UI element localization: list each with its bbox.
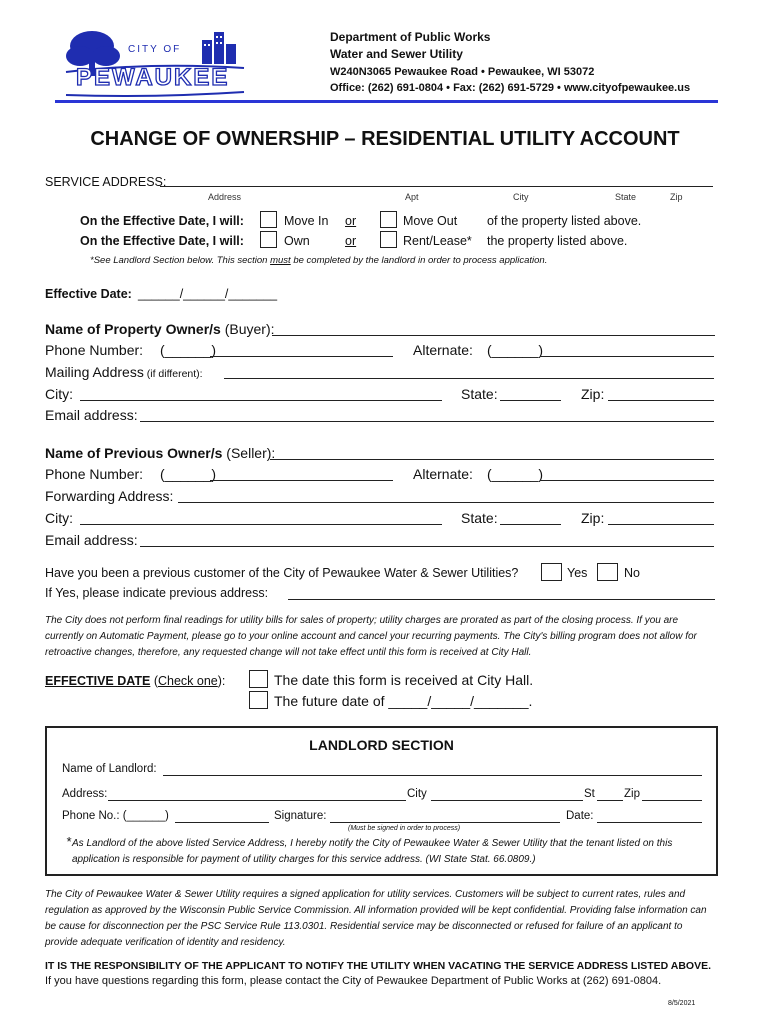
eff-received-checkbox[interactable] bbox=[249, 670, 268, 688]
owner-email-label: Email address: bbox=[45, 407, 138, 423]
rent-lease-checkbox[interactable] bbox=[380, 231, 397, 248]
eff-check-label: EFFECTIVE DATE (Check one): bbox=[45, 674, 226, 688]
owner-phone-line[interactable] bbox=[210, 356, 393, 357]
readings-note: The City does not perform final readings for utility bills for sales of property; utility charges are prorated as part of the closing process. If you are currently on Automatic Payment, please go to your online account and cancel your recurring payments. The City's billing program does not allow for retroactive changes, therefore, any requested change will not take effect until this form is received at City Hall. bbox=[45, 615, 697, 658]
previous-state-label: State: bbox=[461, 510, 498, 526]
eff-future-label: The future date of _____/_____/_______. bbox=[274, 693, 533, 709]
previous-city-line[interactable] bbox=[80, 524, 442, 525]
landlord-note: *See Landlord Section below. This section must be completed by the landlord in order to process application. bbox=[90, 255, 548, 266]
owner-alternate-line[interactable] bbox=[540, 356, 714, 357]
landlord-city-label: City bbox=[407, 788, 427, 800]
previous-name-line[interactable] bbox=[270, 459, 714, 460]
logo-city-of: CITY OF bbox=[128, 44, 182, 55]
previous-zip-label: Zip: bbox=[581, 510, 605, 526]
landlord-address-line[interactable] bbox=[108, 800, 406, 801]
service-sub-apt: Apt bbox=[405, 192, 419, 202]
previous-phone-label: Phone Number: bbox=[45, 466, 144, 482]
prev-customer-no-label: No bbox=[624, 566, 640, 580]
questions-note: If you have questions regarding this form, please contact the City of Pewaukee Department of Public Works at (262) 691-0804. bbox=[45, 975, 662, 987]
owner-name-line[interactable] bbox=[272, 335, 715, 336]
form-title: CHANGE OF OWNERSHIP – RESIDENTIAL UTILITY ACCOUNT bbox=[90, 128, 680, 150]
landlord-phone-label: Phone No.: (______) bbox=[62, 810, 169, 822]
service-address-line[interactable] bbox=[160, 186, 713, 187]
service-sub-zip: Zip bbox=[670, 192, 683, 202]
prev-customer-question: Have you been a previous customer of the City of Pewaukee Water & Sewer Utilities? bbox=[45, 566, 519, 580]
owner-email-line[interactable] bbox=[140, 421, 714, 422]
landlord-phone-line[interactable] bbox=[175, 822, 269, 823]
eff-received-label: The date this form is received at City Hall. bbox=[274, 672, 534, 688]
landlord-st-label: St bbox=[584, 788, 595, 800]
owner-city-line[interactable] bbox=[80, 400, 442, 401]
owner-mailing-line[interactable] bbox=[224, 378, 714, 379]
service-sub-city: City bbox=[513, 192, 529, 202]
owner-phone-paren[interactable]: (______) bbox=[160, 342, 217, 358]
eff-future-checkbox[interactable] bbox=[249, 691, 268, 709]
landlord-title: LANDLORD SECTION bbox=[309, 737, 454, 753]
landlord-date-line[interactable] bbox=[597, 822, 702, 823]
move-out-label: Move Out bbox=[403, 214, 458, 228]
previous-alternate-label: Alternate: bbox=[413, 466, 473, 482]
service-sub-state: State bbox=[615, 192, 637, 202]
header-address: W240N3065 Pewaukee Road • Pewaukee, WI 53072 bbox=[330, 66, 595, 78]
owner-alternate-label: Alternate: bbox=[413, 342, 473, 358]
owner-phone-label: Phone Number: bbox=[45, 342, 144, 358]
move-out-checkbox[interactable] bbox=[380, 211, 397, 228]
owner-city-label: City: bbox=[45, 386, 73, 402]
landlord-signature-line[interactable] bbox=[330, 822, 560, 823]
effective-date-label: Effective Date: bbox=[45, 287, 132, 301]
landlord-city-line[interactable] bbox=[431, 800, 583, 801]
previous-phone-line[interactable] bbox=[210, 480, 393, 481]
prev-customer-yes-label: Yes bbox=[567, 566, 588, 580]
owner-mailing-label: Mailing Address (if different): bbox=[45, 364, 203, 380]
rent-lease-label: Rent/Lease* bbox=[403, 234, 472, 248]
owner-title: Name of Property Owner/s (Buyer): bbox=[45, 321, 275, 337]
previous-city-label: City: bbox=[45, 510, 73, 526]
owner-zip-label: Zip: bbox=[581, 386, 605, 402]
owner-state-line[interactable] bbox=[500, 400, 561, 401]
service-sub-address: Address bbox=[208, 192, 242, 202]
previous-phone-paren[interactable]: (______) bbox=[160, 466, 217, 482]
previous-alternate-paren[interactable]: (______) bbox=[487, 466, 544, 482]
landlord-date-label: Date: bbox=[566, 810, 594, 822]
previous-alternate-line[interactable] bbox=[540, 480, 714, 481]
effective-row1-label: On the Effective Date, I will: bbox=[80, 214, 244, 228]
previous-forwarding-label: Forwarding Address: bbox=[45, 488, 174, 504]
prev-address-label: If Yes, please indicate previous address: bbox=[45, 586, 269, 600]
previous-forwarding-line[interactable] bbox=[178, 502, 714, 503]
prev-customer-yes-checkbox[interactable] bbox=[541, 563, 562, 581]
own-checkbox[interactable] bbox=[260, 231, 277, 248]
effective-date-blank[interactable]: ______/______/_______ bbox=[138, 287, 278, 301]
service-address-label: SERVICE ADDRESS: bbox=[45, 175, 167, 189]
prev-customer-no-checkbox[interactable] bbox=[597, 563, 618, 581]
previous-state-line[interactable] bbox=[500, 524, 561, 525]
header-contact: Office: (262) 691-0804 • Fax: (262) 691-5729 • www.cityofpewaukee.us bbox=[330, 82, 691, 94]
landlord-name-label: Name of Landlord: bbox=[62, 763, 157, 775]
effective-row2-label: On the Effective Date, I will: bbox=[80, 234, 244, 248]
landlord-star: * bbox=[66, 834, 72, 849]
or-label-2: or bbox=[345, 234, 357, 248]
landlord-statement: As Landlord of the above listed Service Address, I hereby notify the City of Pewaukee Water & Sewer Utility that the tenant listed on this application is responsible for payment of utility charges for this service address. (WI State Stat. 66.0809.) bbox=[72, 838, 673, 865]
logo-pewaukee: PEWAUKEE bbox=[76, 64, 230, 91]
footer-note: The City of Pewaukee Water & Sewer Utility requires a signed application for utility services. Customers will be subject to current rates, rules and regulation as approved by the Wisconsin Public Service Commission. All information provided will be kept confidential. Providing false information can be cause for disconnection per the PSC Service Rule 113.0301. Residential service may be disconnected or refused for failure of an applicant to provide adequate verification of identity and residency. bbox=[45, 889, 707, 948]
effective-row2-tail: the property listed above. bbox=[487, 234, 628, 248]
previous-email-line[interactable] bbox=[140, 546, 714, 547]
previous-zip-line[interactable] bbox=[608, 524, 714, 525]
owner-zip-line[interactable] bbox=[608, 400, 714, 401]
landlord-st-line[interactable] bbox=[597, 800, 623, 801]
header-utility: Water and Sewer Utility bbox=[330, 47, 463, 61]
owner-state-label: State: bbox=[461, 386, 498, 402]
date-stamp: 8/5/2021 bbox=[668, 1000, 696, 1007]
previous-title: Name of Previous Owner/s (Seller): bbox=[45, 445, 276, 461]
or-label-1: or bbox=[345, 214, 357, 228]
landlord-address-label: Address: bbox=[62, 788, 108, 800]
move-in-checkbox[interactable] bbox=[260, 211, 277, 228]
own-label: Own bbox=[284, 234, 310, 248]
landlord-zip-label: Zip bbox=[624, 788, 640, 800]
move-in-label: Move In bbox=[284, 214, 329, 228]
landlord-signature-label: Signature: bbox=[274, 810, 327, 822]
header-rule bbox=[55, 100, 718, 103]
prev-address-line[interactable] bbox=[288, 599, 715, 600]
header-dept: Department of Public Works bbox=[330, 30, 491, 44]
effective-row1-tail: of the property listed above. bbox=[487, 214, 642, 228]
previous-email-label: Email address: bbox=[45, 532, 138, 548]
landlord-name-line[interactable] bbox=[163, 775, 702, 776]
landlord-sig-note: (Must be signed in order to process) bbox=[348, 825, 461, 832]
responsibility-note: IT IS THE RESPONSIBILITY OF THE APPLICANT TO NOTIFY THE UTILITY WHEN VACATING THE SERVICE ADDRESS LISTED ABOVE. bbox=[45, 960, 712, 972]
landlord-zip-line[interactable] bbox=[642, 800, 702, 801]
owner-alternate-paren[interactable]: (______) bbox=[487, 342, 544, 358]
